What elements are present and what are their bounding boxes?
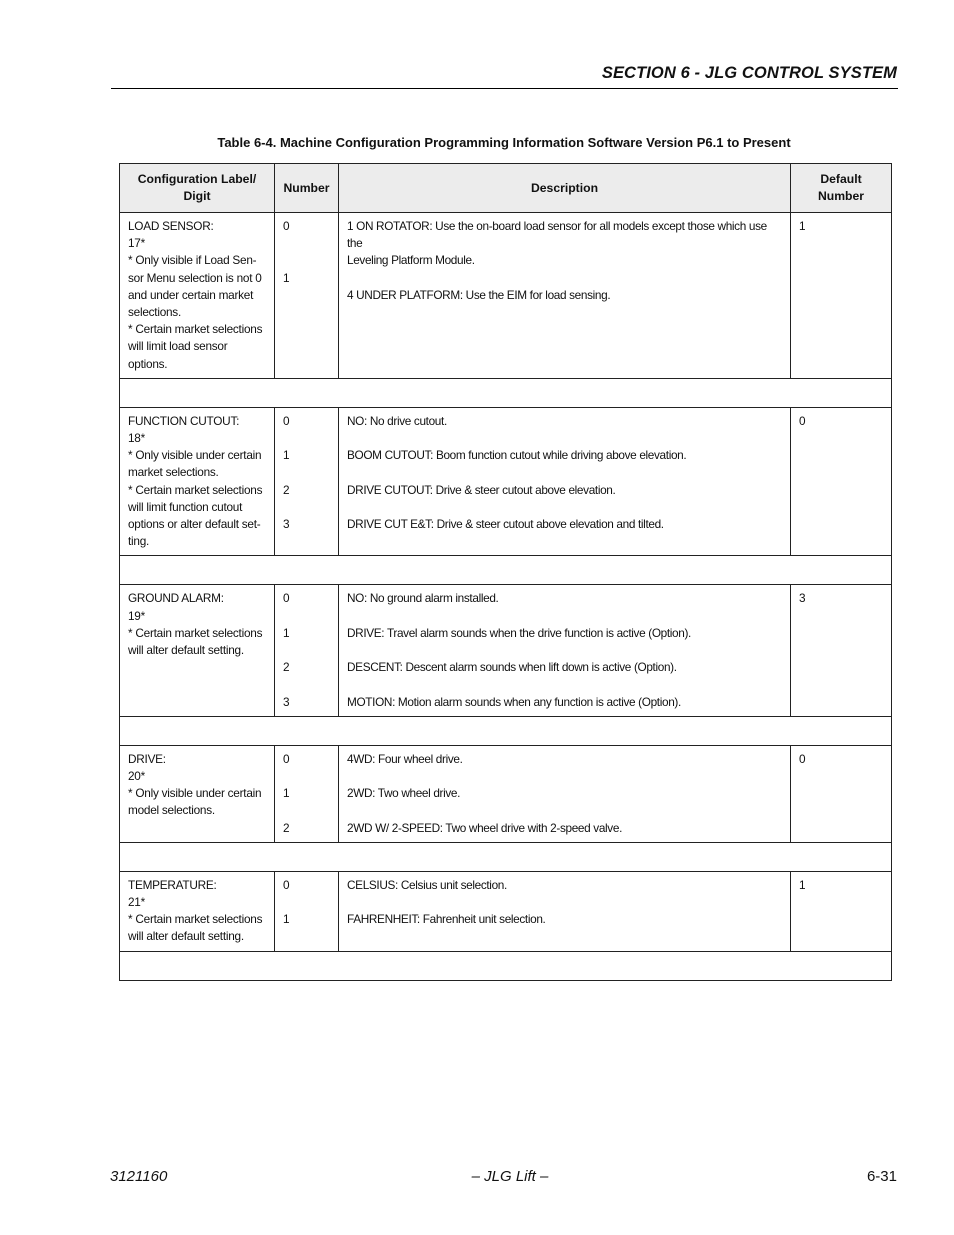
config-description-line: Leveling Platform Module. bbox=[347, 253, 475, 268]
table-row bbox=[120, 745, 892, 842]
config-label-line: 17* bbox=[128, 236, 145, 251]
config-label-cell bbox=[120, 585, 275, 716]
config-label-line: options. bbox=[128, 356, 168, 371]
config-label-cell bbox=[120, 213, 275, 379]
config-label-line: DRIVE: bbox=[128, 751, 166, 766]
config-number-cell bbox=[275, 407, 339, 556]
config-number: 2 bbox=[283, 820, 290, 835]
config-number: 0 bbox=[283, 591, 290, 606]
table-row bbox=[120, 213, 892, 379]
line-gap bbox=[347, 894, 782, 911]
config-label-line: model selections. bbox=[128, 803, 215, 818]
page-number: 6-31 bbox=[866, 1168, 897, 1185]
column-header-default-line: Default bbox=[820, 172, 862, 186]
header-divider bbox=[111, 88, 898, 89]
line-gap bbox=[283, 499, 330, 516]
table-spacer-cell bbox=[120, 556, 892, 585]
line-gap bbox=[283, 768, 330, 785]
config-description-line: DRIVE CUT E&T: Drive & steer cutout above elevation and tilted. bbox=[347, 517, 664, 531]
line-gap bbox=[347, 464, 782, 481]
doc-number: 3121160 bbox=[110, 1168, 168, 1185]
config-number: 0 bbox=[283, 413, 290, 428]
config-description-line: NO: No ground alarm installed. bbox=[347, 591, 499, 606]
config-description-line: 4WD: Four wheel drive. bbox=[347, 751, 463, 766]
config-label-line: * Only visible under certain bbox=[128, 448, 262, 463]
config-label-line: ting. bbox=[128, 534, 150, 549]
line-gap bbox=[347, 768, 782, 785]
config-description-line: CELSIUS: Celsius unit selection. bbox=[347, 877, 507, 892]
line-gap bbox=[283, 235, 330, 252]
config-number: 1 bbox=[283, 786, 290, 801]
config-description-line: DRIVE: Travel alarm sounds when the drive function is active (Option). bbox=[347, 625, 691, 640]
line-gap bbox=[283, 894, 330, 911]
line-gap bbox=[283, 252, 330, 269]
table-spacer-cell bbox=[120, 951, 892, 980]
config-label-line: * Certain market selections bbox=[128, 482, 263, 497]
config-label-line: sor Menu selection is not 0 bbox=[128, 270, 262, 285]
config-description-cell bbox=[339, 585, 791, 716]
config-label-line: and under certain market bbox=[128, 287, 254, 302]
table-row bbox=[120, 871, 892, 951]
column-header-default bbox=[791, 164, 892, 213]
table-spacer-row bbox=[120, 556, 892, 585]
config-label-line: market selections. bbox=[128, 465, 219, 480]
config-description-line: NO: No drive cutout. bbox=[347, 413, 447, 428]
line-gap bbox=[283, 642, 330, 659]
config-default-cell bbox=[791, 871, 892, 951]
config-label-line: * Only visible under certain bbox=[128, 786, 262, 801]
config-label-line: * Only visible if Load Sen- bbox=[128, 253, 257, 268]
config-label-cell bbox=[120, 871, 275, 951]
config-description-line: DRIVE CUTOUT: Drive & steer cutout above elevation. bbox=[347, 482, 616, 497]
config-label-line: FUNCTION CUTOUT: bbox=[128, 413, 240, 428]
table-spacer-row bbox=[120, 378, 892, 407]
config-default-cell bbox=[791, 213, 892, 379]
config-label-line: will limit function cutout bbox=[128, 499, 243, 514]
config-label-line: * Certain market selections bbox=[128, 912, 263, 927]
table-spacer-cell bbox=[120, 842, 892, 871]
config-label-line: LOAD SENSOR: bbox=[128, 219, 214, 233]
table-spacer-row bbox=[120, 716, 892, 745]
line-gap bbox=[283, 430, 330, 447]
column-header-default-line: Number bbox=[817, 189, 865, 203]
table-row bbox=[120, 585, 892, 716]
config-description-line: MOTION: Motion alarm sounds when any function is active (Option). bbox=[347, 694, 681, 709]
table-caption: Table 6-4. Machine Configuration Programming Information Software Version P6.1 to Present bbox=[217, 135, 791, 150]
footer-brand: – JLG Lift – bbox=[471, 1168, 549, 1185]
config-description-line: 1 ON ROTATOR: Use the on-board load sensor for all models except those which use the bbox=[347, 219, 767, 251]
line-gap bbox=[283, 464, 330, 481]
config-default-value: 3 bbox=[799, 591, 806, 606]
section-title: SECTION 6 - JLG CONTROL SYSTEM bbox=[601, 64, 897, 82]
config-description-line: BOOM CUTOUT: Boom function cutout while driving above elevation. bbox=[347, 448, 687, 463]
config-number: 2 bbox=[283, 660, 290, 675]
config-description-line: 4 UNDER PLATFORM: Use the EIM for load sensing. bbox=[347, 287, 611, 302]
config-number-cell bbox=[275, 871, 339, 951]
config-description-line: 2WD: Two wheel drive. bbox=[347, 786, 461, 801]
line-gap bbox=[347, 802, 782, 819]
config-description-line: DESCENT: Descent alarm sounds when lift down is active (Option). bbox=[347, 660, 677, 675]
config-label-line: will alter default setting. bbox=[128, 929, 244, 944]
column-header-label-line: Configuration Label/ bbox=[137, 172, 257, 186]
config-default-value: 0 bbox=[799, 413, 806, 428]
config-default-cell bbox=[791, 585, 892, 716]
config-label-line: will alter default setting. bbox=[128, 643, 244, 658]
line-gap bbox=[347, 642, 782, 659]
config-label-line: 18* bbox=[128, 431, 145, 446]
config-number: 0 bbox=[283, 219, 290, 233]
config-number: 2 bbox=[283, 482, 290, 497]
config-label-cell bbox=[120, 407, 275, 556]
line-gap bbox=[347, 270, 782, 287]
config-description-cell bbox=[339, 871, 791, 951]
line-gap bbox=[283, 676, 330, 693]
table-header-row bbox=[120, 164, 892, 213]
table-spacer-row bbox=[120, 842, 892, 871]
config-label-line: GROUND ALARM: bbox=[128, 591, 224, 606]
column-header-label bbox=[120, 164, 275, 213]
config-number: 3 bbox=[283, 517, 290, 531]
config-description-line: 2WD W/ 2-SPEED: Two wheel drive with 2-speed valve. bbox=[347, 820, 622, 835]
config-number-cell bbox=[275, 745, 339, 842]
config-number: 1 bbox=[283, 270, 290, 285]
config-number-cell bbox=[275, 213, 339, 379]
table-spacer-row bbox=[120, 951, 892, 980]
line-gap bbox=[283, 608, 330, 625]
config-default-cell bbox=[791, 407, 892, 556]
table-body bbox=[120, 213, 892, 981]
config-number: 1 bbox=[283, 448, 290, 463]
table-row bbox=[120, 407, 892, 556]
config-label-line: selections. bbox=[128, 305, 181, 320]
line-gap bbox=[347, 499, 782, 516]
config-description-cell bbox=[339, 407, 791, 556]
config-description-line: FAHRENHEIT: Fahrenheit unit selection. bbox=[347, 912, 546, 927]
config-number: 0 bbox=[283, 751, 290, 766]
line-gap bbox=[347, 430, 782, 447]
line-gap bbox=[347, 608, 782, 625]
config-label-line: 19* bbox=[128, 608, 145, 623]
table-spacer-cell bbox=[120, 716, 892, 745]
config-label-line: TEMPERATURE: bbox=[128, 877, 217, 892]
config-label-line: * Certain market selections bbox=[128, 625, 263, 640]
column-header-description: Description bbox=[339, 164, 791, 213]
config-default-value: 1 bbox=[799, 877, 806, 892]
config-label-line: * Certain market selections bbox=[128, 322, 263, 337]
table-spacer-cell bbox=[120, 378, 892, 407]
config-number: 1 bbox=[283, 625, 290, 640]
config-label-line: 20* bbox=[128, 769, 145, 784]
config-label-line: options or alter default set- bbox=[128, 517, 261, 532]
config-default-value: 0 bbox=[799, 751, 806, 766]
column-header-number: Number bbox=[275, 164, 339, 213]
config-number: 0 bbox=[283, 877, 290, 892]
config-default-cell bbox=[791, 745, 892, 842]
config-number-cell bbox=[275, 585, 339, 716]
config-label-cell bbox=[120, 745, 275, 842]
column-header-label-line: Digit bbox=[183, 189, 211, 203]
line-gap bbox=[347, 676, 782, 693]
config-label-line: 21* bbox=[128, 895, 145, 910]
config-description-cell bbox=[339, 745, 791, 842]
config-number: 1 bbox=[283, 912, 290, 927]
config-number: 3 bbox=[283, 694, 290, 709]
config-description-cell bbox=[339, 213, 791, 379]
config-label-line: will limit load sensor bbox=[128, 339, 228, 354]
config-default-value: 1 bbox=[799, 219, 806, 233]
configuration-table bbox=[119, 163, 892, 981]
line-gap bbox=[283, 802, 330, 819]
